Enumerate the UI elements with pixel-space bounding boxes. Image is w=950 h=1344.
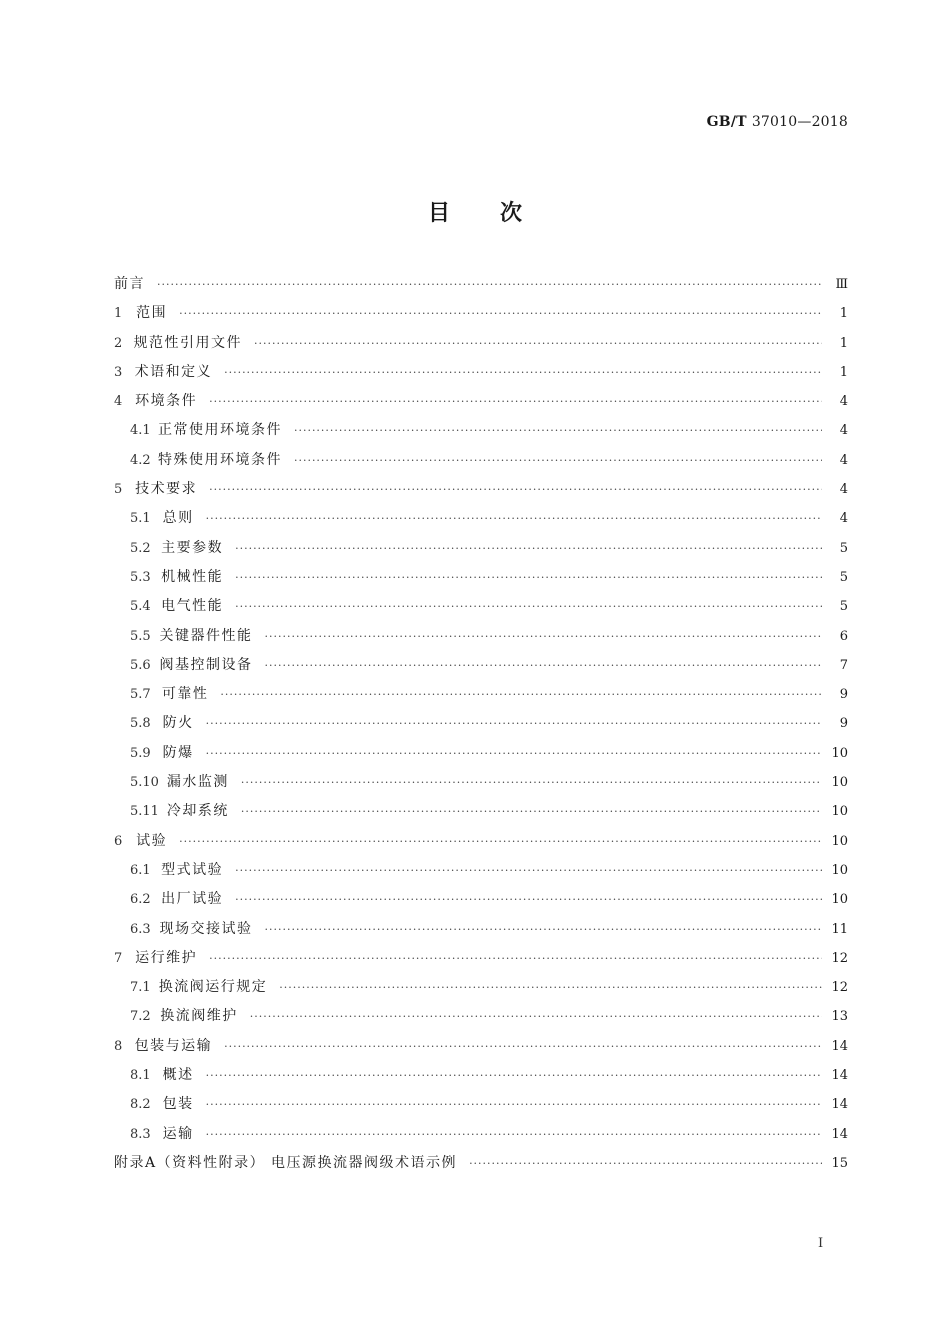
toc-entry-page: 13 [831, 1009, 848, 1025]
toc-dot-leader [241, 768, 822, 797]
toc-entry-number: 8.3 [130, 1126, 151, 1142]
toc-entry[interactable] [114, 592, 848, 621]
toc-dot-leader [157, 270, 822, 299]
toc-entry-label: 现场交接试验 [159, 920, 253, 937]
toc-entry-number: 5 [114, 482, 123, 498]
toc-entry-number: 5.11 [130, 804, 159, 820]
toc-entry-page: 15 [831, 1155, 848, 1171]
standard-number [707, 114, 848, 130]
toc-entry-page: 9 [839, 687, 848, 703]
toc-dot-leader [235, 592, 822, 621]
toc-entry[interactable] [114, 944, 848, 973]
toc-entry-number: 6.1 [130, 862, 151, 878]
toc-entry-number: 6 [114, 833, 123, 849]
toc-dot-leader [235, 885, 822, 914]
toc-dot-leader [235, 563, 822, 592]
toc-entry-number: 7.2 [130, 1009, 151, 1025]
toc-entry-label: 换流阀维护 [160, 1008, 238, 1025]
toc-entry-number: 4 [114, 394, 123, 410]
toc-entry-label: 术语和定义 [134, 363, 213, 380]
toc-dot-leader [209, 475, 822, 504]
toc-entry-page: 6 [839, 628, 848, 644]
toc-dot-leader [235, 856, 822, 885]
page-number: I [818, 1236, 824, 1251]
toc-entry[interactable] [114, 739, 848, 768]
toc-entry-label: 运输 [162, 1125, 194, 1142]
toc-entry[interactable] [114, 1149, 848, 1178]
toc-entry[interactable] [114, 329, 848, 358]
toc-dot-leader [206, 1120, 822, 1149]
toc-entry-label: 主要参数 [161, 539, 224, 556]
toc-entry-number: 6.3 [130, 921, 151, 937]
toc-dot-leader [209, 387, 822, 416]
toc-entry-label: 电气性能 [161, 598, 224, 615]
toc-entry-label: 规范性引用文件 [133, 334, 243, 351]
toc-entry-page: 14 [831, 1038, 848, 1054]
table-of-contents [114, 270, 848, 1178]
toc-entry-number: 5.5 [130, 628, 151, 644]
toc-entry[interactable] [114, 387, 848, 416]
toc-dot-leader [224, 358, 822, 387]
toc-entry-number: 5.8 [130, 716, 151, 732]
toc-entry-page: Ⅲ [835, 277, 848, 292]
toc-entry[interactable] [114, 856, 848, 885]
toc-entry-page: 14 [831, 1097, 848, 1113]
toc-entry[interactable] [114, 680, 848, 709]
toc-entry-page: 4 [839, 482, 848, 498]
toc-dot-leader [179, 827, 822, 856]
toc-entry[interactable] [114, 1032, 848, 1061]
toc-entry-label: 防火 [162, 715, 194, 732]
toc-entry[interactable] [114, 299, 848, 328]
toc-dot-leader [265, 622, 822, 651]
toc-entry-page: 10 [831, 892, 848, 908]
toc-entry[interactable] [114, 563, 848, 592]
toc-entry[interactable] [114, 1090, 848, 1119]
toc-entry-number: 5.7 [130, 687, 151, 703]
toc-entry-page: 12 [831, 950, 848, 966]
toc-entry-number: 6.2 [130, 892, 151, 908]
toc-entry-page: 10 [831, 833, 848, 849]
toc-entry-number: 5.6 [130, 657, 151, 673]
toc-dot-leader [179, 299, 822, 328]
toc-entry-label: 可靠性 [161, 686, 209, 703]
toc-dot-leader [206, 1061, 822, 1090]
toc-dot-leader [265, 915, 822, 944]
toc-entry-number: 5.10 [130, 775, 159, 791]
toc-entry-page: 1 [839, 306, 848, 322]
toc-entry[interactable] [114, 358, 848, 387]
toc-entry[interactable] [114, 1061, 848, 1090]
page-title: 目次 [427, 201, 572, 226]
toc-entry-label: 换流阀运行规定 [158, 979, 268, 996]
toc-entry[interactable] [114, 885, 848, 914]
toc-entry[interactable] [114, 797, 848, 826]
toc-entry[interactable] [114, 416, 848, 445]
toc-entry-page: 7 [839, 657, 848, 673]
toc-dot-leader [235, 534, 822, 563]
toc-entry-label: 阀基控制设备 [159, 656, 253, 673]
toc-entry-label: 漏水监测 [166, 774, 229, 791]
toc-dot-leader [250, 1002, 822, 1031]
toc-entry-number: 8.2 [130, 1097, 151, 1113]
toc-entry-number: 1 [114, 306, 123, 322]
toc-entry-label: 概述 [162, 1067, 194, 1084]
toc-entry-page: 4 [839, 452, 848, 468]
toc-entry-number: 5.1 [130, 511, 151, 527]
toc-dot-leader [265, 651, 822, 680]
standard-code: 37010—2018 [751, 114, 848, 130]
toc-entry-number: 3 [114, 364, 123, 380]
toc-entry-page: 5 [839, 569, 848, 585]
toc-entry-page: 5 [839, 599, 848, 615]
toc-entry-page: 11 [831, 921, 848, 937]
toc-dot-leader [224, 1032, 822, 1061]
toc-dot-leader [206, 504, 822, 533]
toc-entry-page: 4 [839, 394, 848, 410]
toc-entry-page: 5 [839, 540, 848, 556]
toc-entry-label: 防爆 [162, 744, 194, 761]
toc-entry[interactable] [114, 270, 848, 299]
toc-entry-label: 运行维护 [135, 949, 198, 966]
toc-entry[interactable] [114, 622, 848, 651]
toc-entry-page: 10 [831, 862, 848, 878]
toc-dot-leader [206, 709, 822, 738]
toc-entry-page: 10 [831, 775, 848, 791]
toc-entry-label: 范围 [136, 305, 168, 322]
toc-dot-leader [254, 329, 822, 358]
toc-entry-number: 2 [114, 335, 123, 351]
toc-entry-number: 5.2 [130, 540, 151, 556]
toc-entry-page: 10 [831, 745, 848, 761]
toc-dot-leader [206, 1090, 822, 1119]
toc-dot-leader [294, 446, 822, 475]
toc-entry-number: 7 [114, 950, 123, 966]
toc-entry-number: 7.1 [130, 980, 151, 996]
toc-entry[interactable] [114, 709, 848, 738]
toc-entry-label: 环境条件 [135, 393, 198, 410]
toc-entry-number: 8.1 [130, 1068, 151, 1084]
toc-entry-page: 4 [839, 511, 848, 527]
toc-dot-leader [241, 797, 822, 826]
toc-entry-label: 包装 [162, 1096, 194, 1113]
toc-entry[interactable] [114, 915, 848, 944]
toc-dot-leader [294, 416, 822, 445]
toc-entry[interactable] [114, 475, 848, 504]
toc-entry[interactable] [114, 534, 848, 563]
toc-entry[interactable] [114, 1120, 848, 1149]
toc-entry-label: 包装与运输 [134, 1037, 213, 1054]
toc-entry-label: 关键器件性能 [159, 627, 253, 644]
toc-entry[interactable] [114, 446, 848, 475]
toc-dot-leader [220, 680, 822, 709]
toc-entry-page: 9 [839, 716, 848, 732]
toc-entry-number: 4.2 [130, 452, 151, 468]
toc-entry-label: 机械性能 [161, 568, 224, 585]
toc-entry[interactable] [114, 504, 848, 533]
toc-entry-number: 8 [114, 1038, 123, 1054]
toc-entry-label: 技术要求 [135, 481, 198, 498]
toc-entry-label: 试验 [136, 832, 168, 849]
toc-entry-page: 12 [831, 980, 848, 996]
toc-dot-leader [469, 1149, 822, 1178]
toc-dot-leader [206, 739, 822, 768]
toc-entry-number: 5.3 [130, 569, 151, 585]
toc-entry-page: 1 [839, 364, 848, 380]
toc-entry-page: 14 [831, 1068, 848, 1084]
toc-dot-leader [279, 973, 822, 1002]
toc-entry-number: 4.1 [130, 423, 151, 439]
toc-entry-label: 出厂试验 [161, 891, 224, 908]
toc-entry-number: 5.4 [130, 599, 151, 615]
toc-entry-label: 型式试验 [161, 861, 224, 878]
toc-entry-label: 总则 [162, 510, 194, 527]
toc-entry-label: 特殊使用环境条件 [157, 451, 282, 468]
toc-entry-page: 1 [839, 335, 848, 351]
toc-entry[interactable] [114, 973, 848, 1002]
toc-entry-label: 附录A（资料性附录） 电压源换流器阀级术语示例 [114, 1154, 458, 1171]
toc-entry[interactable] [114, 1002, 848, 1031]
toc-entry[interactable] [114, 768, 848, 797]
toc-entry-page: 14 [831, 1126, 848, 1142]
toc-entry[interactable] [114, 651, 848, 680]
toc-entry-label: 正常使用环境条件 [157, 422, 282, 439]
toc-entry-page: 10 [831, 804, 848, 820]
toc-entry-label: 前言 [114, 276, 145, 292]
toc-entry-number: 5.9 [130, 745, 151, 761]
toc-entry-label: 冷却系统 [166, 803, 229, 820]
toc-entry[interactable] [114, 827, 848, 856]
standard-prefix: GB/T [706, 114, 747, 130]
toc-dot-leader [209, 944, 822, 973]
toc-entry-page: 4 [839, 423, 848, 439]
